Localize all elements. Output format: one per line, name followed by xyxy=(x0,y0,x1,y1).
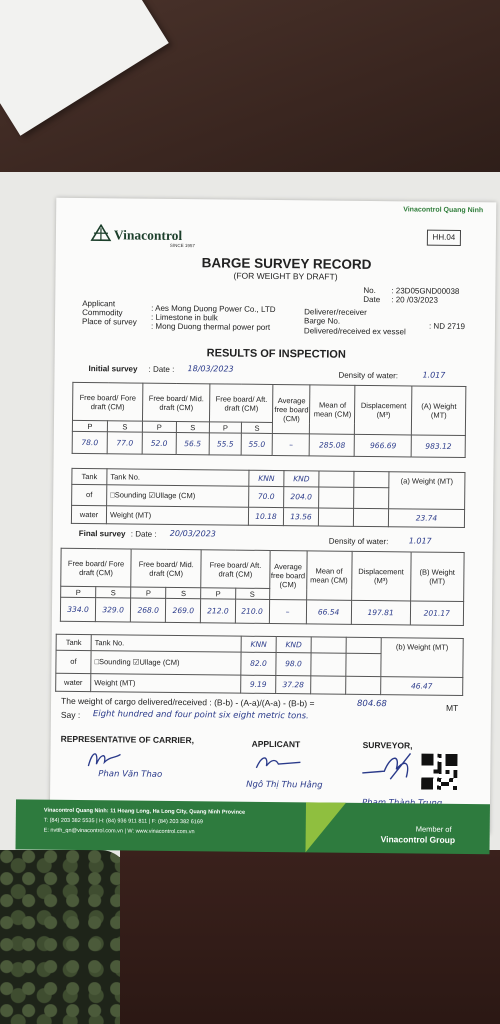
tank-no-label: Tank No. xyxy=(107,469,249,487)
initial-date-label: : Date : xyxy=(148,364,175,374)
weight-cell: 37.28 xyxy=(276,675,311,694)
delivered-label: Delivered/received ex vessel xyxy=(303,326,406,337)
header-avg: Average free board (CM) xyxy=(269,550,307,599)
value-cell: – xyxy=(269,599,306,623)
final-draft-table xyxy=(60,548,465,626)
ullage-cell: 82.0 xyxy=(241,652,276,675)
initial-density: 1.017 xyxy=(422,370,446,380)
header-weight: (B) Weight (MT) xyxy=(410,552,464,602)
header-fore: Free board/ Fore draft (CM) xyxy=(72,382,142,421)
header-disp: Displacement (M³) xyxy=(355,385,413,435)
initial-density-label: Density of water: xyxy=(338,370,399,381)
empty-cell xyxy=(311,676,346,695)
ps-cell: S xyxy=(96,587,131,598)
date-label: Date xyxy=(363,294,381,305)
ps-cell: P xyxy=(72,420,107,431)
value-cell: 966.69 xyxy=(355,434,412,457)
place-label: Place of survey xyxy=(81,316,137,327)
ps-cell: P xyxy=(210,422,242,433)
tank-col1: KNN xyxy=(249,470,284,486)
value-cell: 334.0 xyxy=(60,597,95,621)
brand-since: SINCE 1957 xyxy=(169,242,195,249)
ps-cell: S xyxy=(235,588,269,599)
brand-tag: Vinacontrol Quang Ninh xyxy=(403,206,484,215)
barge-value: : ND 2719 xyxy=(428,321,466,332)
water-label: water xyxy=(56,673,91,692)
weight-cell: 13.56 xyxy=(283,507,318,526)
empty-cell xyxy=(354,487,389,508)
final-tank-table xyxy=(55,634,464,696)
value-cell: 52.0 xyxy=(142,432,176,454)
ps-cell: S xyxy=(166,587,201,598)
value-cell: 77.0 xyxy=(107,432,142,454)
tank-no-label: Tank No. xyxy=(91,635,241,653)
footer-group: Vinacontrol Group xyxy=(380,834,456,845)
ps-cell: P xyxy=(201,588,235,599)
applicant-signature-icon xyxy=(252,750,308,777)
value-cell: 212.0 xyxy=(201,599,235,623)
value-cell: 269.0 xyxy=(166,598,201,622)
empty-cell xyxy=(311,637,346,653)
header-aft: Free board/ Aft. draft (CM) xyxy=(210,384,274,423)
empty-cell xyxy=(353,508,388,527)
tank-total-label: (b) Weight (MT) xyxy=(381,638,463,678)
empty-cell xyxy=(319,471,354,487)
deliverer-label: Deliverer/receiver xyxy=(304,307,367,317)
final-date: 20/03/2023 xyxy=(169,528,216,539)
header-mid: Free board/ Mid. draft (CM) xyxy=(143,383,211,422)
brand-name: Vinacontrol xyxy=(113,227,183,244)
tank-total-label: (a) Weight (MT) xyxy=(389,472,465,509)
initial-survey-label: Initial survey xyxy=(88,364,138,374)
empty-cell xyxy=(346,637,381,653)
tank-label: Tank xyxy=(56,634,91,650)
document-footer xyxy=(15,799,489,854)
applicant-label: Applicant xyxy=(82,298,116,309)
say-value: Eight hundred and four point six eight metric tons. xyxy=(92,709,309,722)
result-value: 804.68 xyxy=(356,698,387,710)
commodity-label: Commodity xyxy=(82,307,123,318)
say-label: Say : xyxy=(60,709,81,720)
value-cell: 197.81 xyxy=(351,600,410,625)
carrier-label: REPRESENTATIVE OF CARRIER, xyxy=(60,733,195,746)
initial-draft-table xyxy=(72,382,467,458)
empty-cell xyxy=(319,487,354,508)
ps-cell: S xyxy=(176,421,210,432)
value-cell: 210.0 xyxy=(235,599,269,623)
ullage-cell: 98.0 xyxy=(276,652,311,675)
header-mean: Mean of mean (CM) xyxy=(306,551,352,600)
form-code: HH.04 xyxy=(427,230,461,246)
no-value: : 23D05GND00038 xyxy=(391,286,460,296)
result-unit: MT xyxy=(445,702,459,713)
tank-col2: KND xyxy=(284,471,319,487)
ps-cell: P xyxy=(131,587,166,598)
initial-date: 18/03/2023 xyxy=(187,364,234,374)
document-subtitle: (FOR WEIGHT BY DRAFT) xyxy=(233,270,338,282)
header-weight: (A) Weight (MT) xyxy=(412,386,466,436)
mode-label: □Sounding ☑Ullage (CM) xyxy=(107,485,249,507)
weight-label: Weight (MT) xyxy=(91,673,241,693)
value-cell: – xyxy=(273,433,310,455)
ps-cell: P xyxy=(142,421,176,432)
final-density: 1.017 xyxy=(408,536,432,546)
weight-label: Weight (MT) xyxy=(106,505,248,525)
of-label: of xyxy=(72,484,107,505)
footer-phones: T: (84) 203 382 5535 | H: (84) 936 911 811 | F: (84) 203 382 6169 xyxy=(43,817,204,826)
header-aft: Free board/ Aft. draft (CM) xyxy=(201,550,270,589)
place-value: : Mong Duong thermal power port xyxy=(150,321,271,332)
header-fore: Free board/ Fore draft (CM) xyxy=(61,548,132,587)
results-title: RESULTS OF INSPECTION xyxy=(206,347,346,361)
weight-cell: 10.18 xyxy=(248,507,283,526)
weight-cell: 9.19 xyxy=(241,675,276,694)
tank-label: Tank xyxy=(72,468,107,484)
header-mean: Mean of mean (CM) xyxy=(310,385,356,434)
empty-cell xyxy=(354,471,389,487)
applicant-sign-label: APPLICANT xyxy=(251,738,301,750)
tank-total: 23.74 xyxy=(388,508,464,527)
value-cell: 55.0 xyxy=(241,433,273,455)
no-label: No. xyxy=(363,285,376,296)
of-label: of xyxy=(56,650,91,673)
fabric-object xyxy=(0,850,130,1024)
surveyor-label: SURVEYOR, xyxy=(362,739,413,751)
footer-office: Vinacontrol Quang Ninh: 11 Hoang Long, Ha Long City, Quang Ninh Province xyxy=(43,807,246,816)
ps-cell: S xyxy=(241,422,273,433)
value-cell: 329.0 xyxy=(95,598,130,622)
value-cell: 285.08 xyxy=(310,434,355,456)
final-survey-label: Final survey xyxy=(78,528,126,539)
barge-label: Barge No. xyxy=(303,316,341,326)
water-label: water xyxy=(71,505,106,524)
header-mid: Free board/ Mid. draft (CM) xyxy=(131,549,202,588)
barge-survey-document xyxy=(43,198,497,845)
ps-cell: P xyxy=(61,586,96,597)
result-formula: The weight of cargo delivered/received : (B-b) - (A-a)/(A-a) - (B-b) = xyxy=(61,695,315,709)
tank-col1: KNN xyxy=(241,636,276,652)
empty-cell xyxy=(318,508,353,527)
vinacontrol-logo-icon xyxy=(90,224,112,242)
footer-accent xyxy=(305,802,346,852)
empty-cell xyxy=(311,653,346,676)
empty-cell xyxy=(346,653,381,676)
qr-code-icon xyxy=(421,754,457,790)
final-date-label: : Date : xyxy=(130,529,157,539)
tank-total: 46.47 xyxy=(381,676,463,695)
value-cell: 983.12 xyxy=(412,435,466,458)
applicant-value: : Aes Mong Duong Power Co., LTD xyxy=(151,303,276,315)
applicant-name: Ngô Thị Thu Hằng xyxy=(246,779,323,791)
value-cell: 78.0 xyxy=(72,431,107,453)
initial-tank-table xyxy=(71,468,466,528)
surveyor-signature-icon xyxy=(360,749,418,786)
footer-member: Member of xyxy=(415,824,452,834)
final-density-label: Density of water: xyxy=(328,536,389,547)
document-title: BARGE SURVEY RECORD xyxy=(201,255,372,273)
value-cell: 268.0 xyxy=(131,598,166,622)
empty-cell xyxy=(346,676,381,695)
value-cell: 201.17 xyxy=(410,601,464,626)
header-disp: Displacement (M³) xyxy=(351,551,411,601)
ps-cell: S xyxy=(107,421,142,432)
ullage-cell: 70.0 xyxy=(249,486,284,507)
header-avg: Average free board (CM) xyxy=(273,384,311,433)
footer-web: E: nvtth_qn@vinacontrol.com.vn | W: www.vinacontrol.com.vn xyxy=(43,827,195,836)
value-cell: 56.5 xyxy=(176,432,210,454)
carrier-name: Phan Văn Thao xyxy=(98,769,163,780)
value-cell: 66.54 xyxy=(306,600,351,624)
tank-col2: KND xyxy=(276,637,311,653)
date-value: : 20 /03/2023 xyxy=(391,295,439,305)
value-cell: 55.5 xyxy=(209,433,241,455)
commodity-value: : Limestone in bulk xyxy=(151,312,218,323)
ullage-cell: 204.0 xyxy=(284,487,319,508)
desk-surface xyxy=(120,850,500,1024)
mode-label: □Sounding ☑Ullage (CM) xyxy=(91,651,241,675)
